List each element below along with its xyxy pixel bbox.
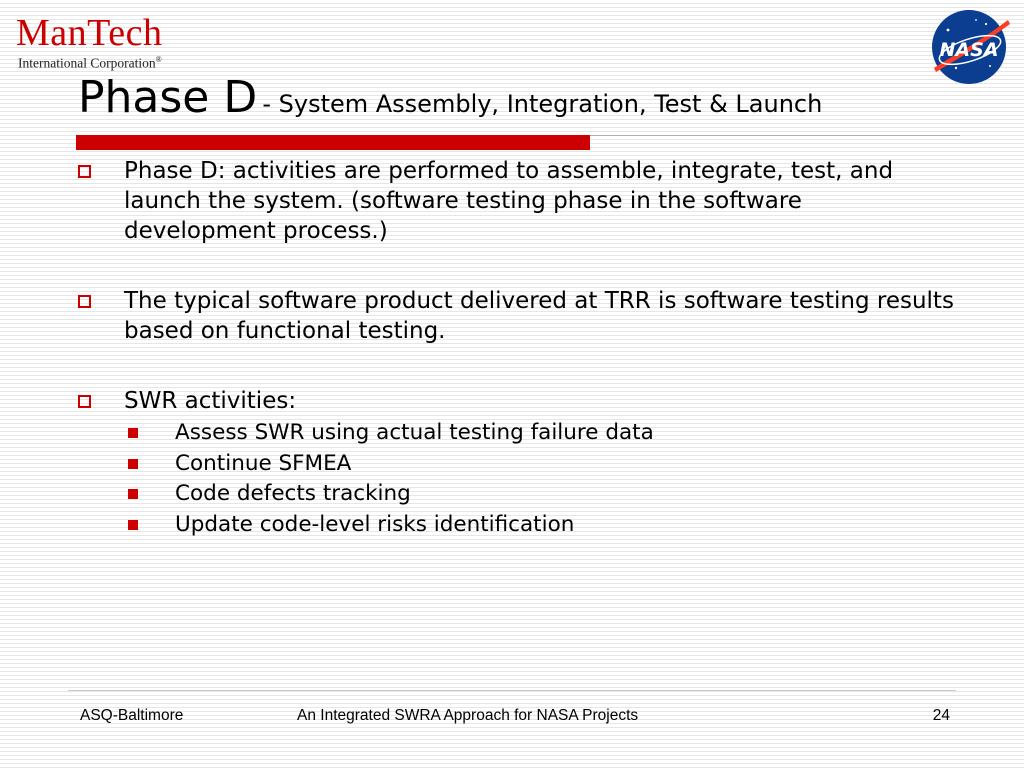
mantech-logo-subtitle [16, 52, 162, 71]
bullet-item [76, 156, 956, 246]
bullet-text: SWR activities: [124, 388, 297, 414]
hollow-square-bullet-icon [78, 295, 91, 308]
filled-square-bullet-icon [128, 520, 138, 530]
sub-bullet-text: Assess SWR using actual testing failure data [175, 420, 654, 445]
mantech-logo-wordmark: ManTech [16, 12, 163, 54]
mantech-logo [16, 14, 162, 71]
filled-square-bullet-icon [128, 489, 138, 499]
slide-title-main: Phase D [78, 72, 258, 123]
sub-bullet-text: Continue SFMEA [175, 450, 352, 476]
filled-square-bullet-icon [128, 459, 138, 469]
footer-divider [68, 690, 956, 691]
slide-title-subtitle: - System Assembly, Integration, Test & Launch [262, 90, 823, 118]
hollow-square-bullet-icon [78, 165, 91, 178]
footer-left: ASQ-Baltimore [80, 707, 184, 724]
bullet-text: The typical software product delivered at TRR is software testing results based on functional testing. [124, 288, 954, 344]
sub-bullet-list [76, 418, 956, 540]
hollow-square-bullet-icon [78, 395, 91, 408]
sub-bullet-text: Update code-level risks identification [175, 511, 575, 537]
nasa-logo-text: NASA [939, 39, 999, 61]
footer-title: An Integrated SWRA Approach for NASA Projects [297, 707, 639, 724]
registered-mark: ® [155, 55, 162, 64]
sub-bullet-item [128, 510, 956, 541]
title-underline [76, 135, 960, 151]
nasa-meatball-icon [928, 6, 1010, 88]
sub-bullet-item [128, 479, 956, 510]
slide-body [76, 156, 956, 540]
bullet-item [76, 386, 956, 416]
slide-title [78, 72, 822, 123]
sub-bullet-item [128, 449, 956, 480]
sub-bullet-item [128, 418, 956, 449]
sub-bullet-text: Code defects tracking [175, 481, 411, 506]
slide-page-number: 24 [932, 707, 950, 724]
mantech-logo-subtitle-text: International Corporation [18, 55, 156, 71]
bullet-item [76, 286, 956, 346]
filled-square-bullet-icon [128, 428, 138, 438]
bullet-text: Phase D: activities are performed to assemble, integrate, test, and launch the system. (software testing phase in the software development process.) [124, 158, 894, 244]
